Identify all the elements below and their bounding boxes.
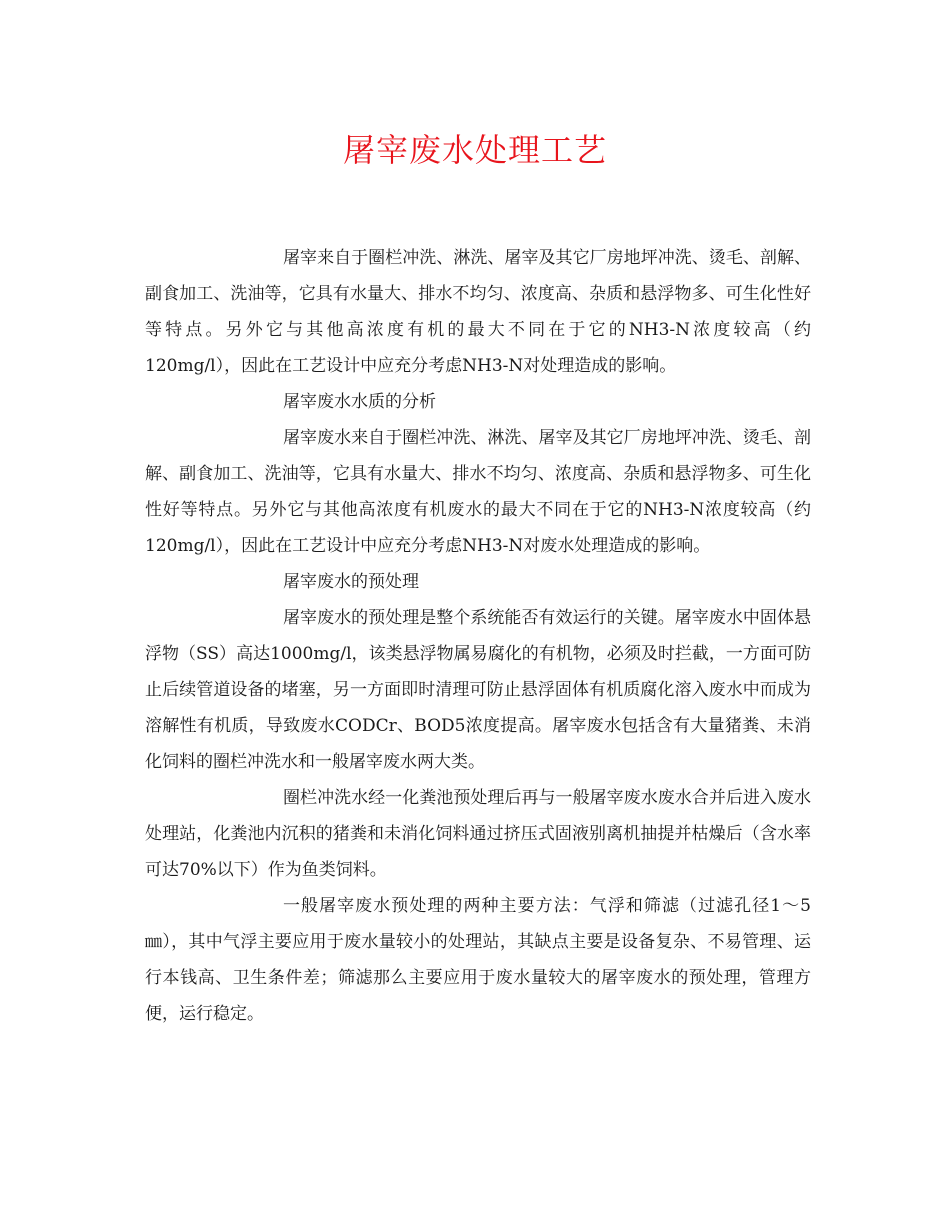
paragraph-pretreatment-septic: 圈栏冲洗水经一化粪池预处理后再与一般屠宰废水废水合并后进入废水处理站，化粪池内沉积的猪粪和未消化饲料通过挤压式固液别离机抽提并枯燥后（含水率可达70%以下）作为鱼类饲料。 bbox=[145, 788, 811, 880]
paragraph-pretreatment-key: 屠宰废水的预处理是整个系统能否有效运行的关键。屠宰废水中固体悬浮物（SS）高达1000mg/l，该类悬浮物属易腐化的有机物，必须及时拦截，一方面可防止后续管道设备的堵塞，另一方面即时清理可防止悬浮固体有机质腐化溶入废水中而成为溶解性有机质，导致废水CODCr、BOD5浓度提高。屠宰废水包括含有大量猪粪、未消化饲料的圈栏冲洗水和一般屠宰废水两大类。 bbox=[145, 608, 811, 772]
subheading-water-quality-analysis: 屠宰废水水质的分析 bbox=[283, 392, 436, 412]
subheading-pretreatment: 屠宰废水的预处理 bbox=[283, 572, 419, 592]
paragraph-intro: 屠宰来自于圈栏冲洗、淋洗、屠宰及其它厂房地坪冲洗、烫毛、剖解、副食加工、洗油等，它具有水量大、排水不均匀、浓度高、杂质和悬浮物多、可生化性好等特点。另外它与其他高浓度有机的最大不同在于它的NH3-N浓度较高（约120mg/l），因此在工艺设计中应充分考虑NH3-N对处理造成的影响。 bbox=[145, 248, 811, 376]
paragraph-water-quality-analysis: 屠宰废水来自于圈栏冲洗、淋洗、屠宰及其它厂房地坪冲洗、烫毛、剖解、副食加工、洗油等，它具有水量大、排水不均匀、浓度高、杂质和悬浮物多、可生化性好等特点。另外它与其他高浓度有机废水的最大不同在于它的NH3-N浓度较高（约120mg/l），因此在工艺设计中应充分考虑NH3-N对废水处理造成的影响。 bbox=[145, 428, 811, 556]
paragraph-pretreatment-methods: 一般屠宰废水预处理的两种主要方法：气浮和筛滤（过滤孔径1～5 ㎜），其中气浮主要应用于废水量较小的处理站，其缺点主要是设备复杂、不易管理、运行本钱高、卫生条件差；筛滤那么主要应用于废水量较大的屠宰废水的预处理，管理方便，运行稳定。 bbox=[145, 896, 811, 1024]
document-body bbox=[145, 240, 811, 1032]
document-title: 屠宰废水处理工艺 bbox=[342, 131, 607, 169]
